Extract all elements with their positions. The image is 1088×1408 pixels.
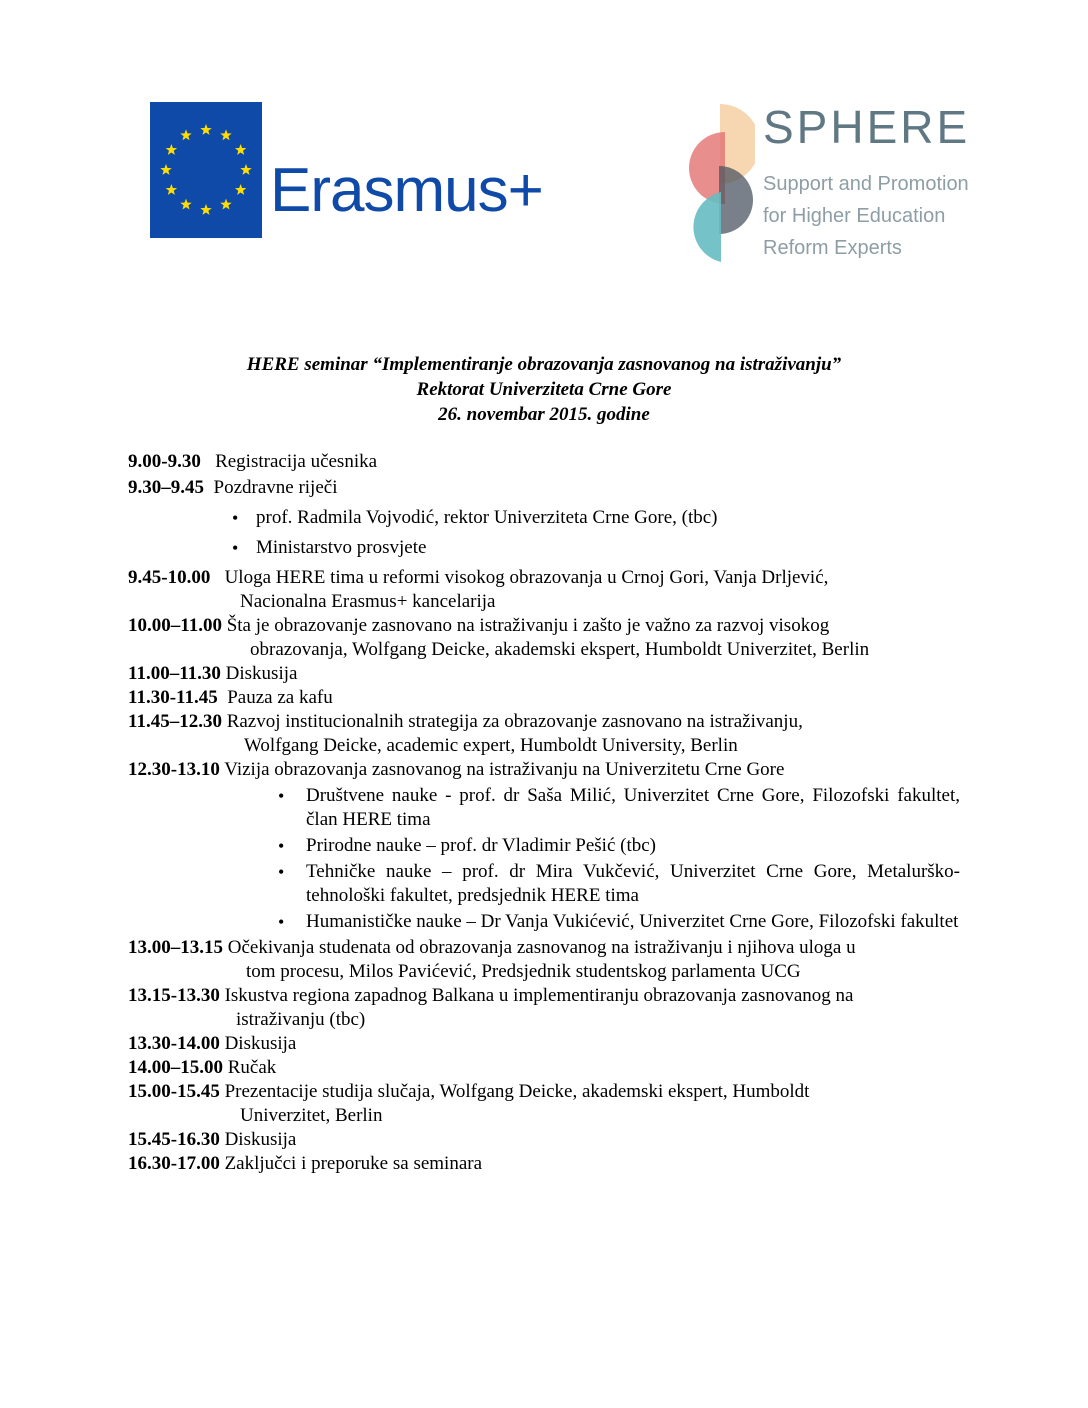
agenda-text: Očekivanja studenata od obrazovanja zasnovanog na istraživanju i njihova uloga u: [227, 937, 856, 958]
agenda-time: 16.30-17.00: [128, 1153, 220, 1174]
agenda-text: Uloga HERE tima u reformi visokog obrazovanja u Crnoj Gori, Vanja Drljević,: [224, 567, 829, 588]
sphere-tagline: Support and Promotion for Higher Education Reform Experts: [763, 173, 969, 259]
agenda-text: Šta je obrazovanje zasnovano na istraživanju i zašto je važno za razvoj visokog: [226, 615, 830, 636]
agenda-time: 9.30–9.45: [128, 477, 204, 498]
agenda-row: [128, 1128, 960, 1152]
eu-flag-icon: [150, 102, 262, 238]
agenda-time: 9.45-10.00: [128, 567, 211, 588]
agenda-text: Ručak: [227, 1057, 277, 1078]
eu-star-icon: [235, 144, 246, 155]
agenda-row: [128, 476, 960, 560]
list-item: • Prirodne nauke – prof. dr Vladimir Pešić (tbc): [128, 834, 960, 858]
seminar-venue: Rektorat Univerziteta Crne Gore: [416, 379, 672, 400]
agenda-row: [128, 710, 960, 758]
agenda-text: Diskusija: [224, 1033, 297, 1054]
agenda-time: 11.45–12.30: [128, 711, 222, 732]
agenda-time: 15.45-16.30: [128, 1129, 220, 1150]
agenda-text: Prezentacije studija slučaja, Wolfgang Deicke, akademski ekspert, Humboldt: [224, 1081, 810, 1102]
agenda: [128, 450, 960, 1176]
agenda-text: Vizija obrazovanja zasnovanog na istraživanju na Univerzitetu Crne Gore: [224, 759, 785, 780]
agenda-row: [128, 1152, 960, 1176]
agenda-time: 13.15-13.30: [128, 985, 220, 1006]
eu-star-icon: [180, 129, 191, 140]
eu-star-icon: [200, 124, 211, 135]
eu-star-icon: [166, 144, 177, 155]
panel-list: [128, 784, 960, 934]
eu-star-icon: [200, 204, 211, 215]
agenda-row: [128, 1056, 960, 1080]
list-item: • Ministarstvo prosvjete: [128, 536, 960, 560]
agenda-time: 13.00–13.15: [128, 937, 223, 958]
agenda-text-continued: istraživanju (tbc): [236, 1009, 366, 1030]
agenda-row: [128, 1032, 960, 1056]
agenda-time: 11.30-11.45: [128, 687, 218, 708]
agenda-text: Iskustva regiona zapadnog Balkana u implementiranju obrazovanja zasnovanog na: [224, 985, 854, 1006]
list-item: • Humanističke nauke – Dr Vanja Vukićević, Univerzitet Crne Gore, Filozofski fakultet: [128, 910, 960, 934]
eu-star-icon: [235, 184, 246, 195]
list-item: • Tehničke nauke – prof. dr Mira Vukčević, Univerzitet Crne Gore, Metalurško-tehnološki fakultet, predsjednik HERE tima: [128, 860, 960, 908]
speaker-list: [128, 506, 960, 560]
agenda-row: [128, 1080, 960, 1128]
agenda-row: [128, 662, 960, 686]
agenda-text-continued: Univerzitet, Berlin: [240, 1105, 383, 1126]
agenda-text: Diskusija: [224, 1129, 297, 1150]
agenda-row: [128, 984, 960, 1032]
seminar-title: HERE seminar “Implementiranje obrazovanja zasnovanog na istraživanju”: [246, 354, 842, 375]
agenda-time: 13.30-14.00: [128, 1033, 220, 1054]
eu-star-icon: [166, 184, 177, 195]
agenda-row: [128, 758, 960, 934]
seminar-date: 26. novembar 2015. godine: [438, 404, 650, 425]
agenda-text: Diskusija: [225, 663, 298, 684]
list-item: • Društvene nauke - prof. dr Saša Milić, Univerzitet Crne Gore, Filozofski fakultet, član HERE tima: [128, 784, 960, 832]
agenda-text-continued: Nacionalna Erasmus+ kancelarija: [240, 591, 496, 612]
agenda-text: Pauza za kafu: [227, 687, 333, 708]
sphere-title: SPHERE: [763, 101, 971, 153]
eu-star-icon: [180, 199, 191, 210]
agenda-row: [128, 450, 960, 474]
agenda-text-continued: obrazovanja, Wolfgang Deicke, akademski ekspert, Humboldt Univerzitet, Berlin: [250, 639, 870, 660]
eu-star-icon: [160, 164, 171, 175]
erasmus-plus-logo: [150, 102, 543, 238]
agenda-time: 14.00–15.00: [128, 1057, 223, 1078]
agenda-text-continued: tom procesu, Milos Pavićević, Predsjednik studentskog parlamenta UCG: [246, 961, 801, 982]
agenda-row: [128, 566, 960, 614]
agenda-time: 9.00-9.30: [128, 451, 201, 472]
agenda-text: Razvoj institucionalnih strategija za obrazovanje zasnovano na istraživanju,: [226, 711, 803, 732]
eu-star-icon: [220, 199, 231, 210]
agenda-time: 15.00-15.45: [128, 1081, 220, 1102]
seminar-heading: [0, 352, 1088, 427]
eu-star-icon: [220, 129, 231, 140]
agenda-text-continued: Wolfgang Deicke, academic expert, Humboldt University, Berlin: [244, 735, 738, 756]
agenda-time: 12.30-13.10: [128, 759, 220, 780]
erasmus-wordmark: Erasmus+: [270, 156, 543, 225]
agenda-time: 11.00–11.30: [128, 663, 221, 684]
agenda-row: [128, 686, 960, 710]
agenda-text: Zaključci i preporuke sa seminara: [224, 1153, 483, 1174]
sphere-logo: [685, 101, 975, 264]
agenda-text: Registracija učesnika: [215, 451, 378, 472]
eu-star-icon: [240, 164, 251, 175]
agenda-time: 10.00–11.00: [128, 615, 222, 636]
sphere-mark-icon: [685, 104, 755, 264]
agenda-row: [128, 936, 960, 984]
agenda-text: Pozdravne riječi: [213, 477, 338, 498]
agenda-row: [128, 614, 960, 662]
list-item: • prof. Radmila Vojvodić, rektor Univerziteta Crne Gore, (tbc): [128, 506, 960, 530]
